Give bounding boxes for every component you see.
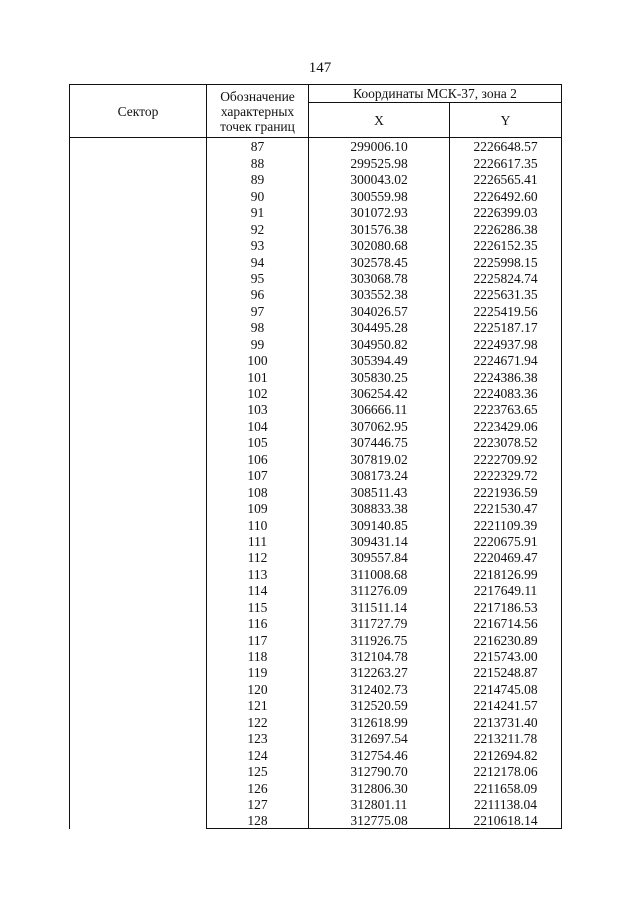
point-number-cell: 125 [207, 763, 309, 779]
x-coordinate-cell: 311008.68 [309, 565, 450, 581]
y-coordinate-cell: 2222709.92 [450, 450, 562, 466]
x-coordinate-cell: 312806.30 [309, 779, 450, 795]
y-coordinate-cell: 2221530.47 [450, 500, 562, 516]
x-coordinate-cell: 304495.28 [309, 319, 450, 335]
point-number-cell: 124 [207, 746, 309, 762]
y-coordinate-cell: 2222329.72 [450, 467, 562, 483]
point-number-cell: 87 [207, 138, 309, 155]
point-number-cell: 106 [207, 450, 309, 466]
x-coordinate-cell: 300559.98 [309, 187, 450, 203]
y-coordinate-cell: 2213211.78 [450, 730, 562, 746]
x-coordinate-cell: 308833.38 [309, 500, 450, 516]
header-point-designation: Обозначение характерных точек границ [207, 85, 309, 138]
point-number-cell: 109 [207, 500, 309, 516]
point-number-cell: 123 [207, 730, 309, 746]
header-sector: Сектор [70, 85, 207, 138]
y-coordinate-cell: 2224083.36 [450, 385, 562, 401]
point-number-cell: 105 [207, 434, 309, 450]
x-coordinate-cell: 302080.68 [309, 237, 450, 253]
x-coordinate-cell: 312754.46 [309, 746, 450, 762]
point-number-cell: 126 [207, 779, 309, 795]
x-coordinate-cell: 306666.11 [309, 401, 450, 417]
x-coordinate-cell: 309140.85 [309, 516, 450, 532]
point-number-cell: 116 [207, 615, 309, 631]
y-coordinate-cell: 2212694.82 [450, 746, 562, 762]
point-number-cell: 115 [207, 598, 309, 614]
y-coordinate-cell: 2226492.60 [450, 187, 562, 203]
x-coordinate-cell: 312618.99 [309, 713, 450, 729]
x-coordinate-cell: 306254.42 [309, 385, 450, 401]
y-coordinate-cell: 2223429.06 [450, 417, 562, 433]
header-y: Y [450, 103, 562, 138]
y-coordinate-cell: 2225631.35 [450, 286, 562, 302]
x-coordinate-cell: 309557.84 [309, 549, 450, 565]
y-coordinate-cell: 2225187.17 [450, 319, 562, 335]
y-coordinate-cell: 2217649.11 [450, 582, 562, 598]
point-number-cell: 119 [207, 664, 309, 680]
point-number-cell: 127 [207, 796, 309, 812]
point-number-cell: 100 [207, 352, 309, 368]
table-body [70, 138, 562, 829]
x-coordinate-cell: 305394.49 [309, 352, 450, 368]
x-coordinate-cell: 312263.27 [309, 664, 450, 680]
y-coordinate-cell: 2225998.15 [450, 253, 562, 269]
point-number-cell: 89 [207, 171, 309, 187]
point-number-cell: 96 [207, 286, 309, 302]
y-coordinate-cell: 2225419.56 [450, 302, 562, 318]
point-number-cell: 113 [207, 565, 309, 581]
y-coordinate-cell: 2212178.06 [450, 763, 562, 779]
header-x: X [309, 103, 450, 138]
x-coordinate-cell: 312697.54 [309, 730, 450, 746]
coordinates-table [69, 84, 562, 829]
point-number-cell: 103 [207, 401, 309, 417]
y-coordinate-cell: 2218126.99 [450, 565, 562, 581]
y-coordinate-cell: 2210618.14 [450, 812, 562, 829]
point-number-cell: 93 [207, 237, 309, 253]
y-coordinate-cell: 2211658.09 [450, 779, 562, 795]
y-coordinate-cell: 2216230.89 [450, 631, 562, 647]
point-number-cell: 108 [207, 483, 309, 499]
x-coordinate-cell: 305830.25 [309, 368, 450, 384]
y-coordinate-cell: 2213731.40 [450, 713, 562, 729]
point-number-cell: 88 [207, 154, 309, 170]
x-coordinate-cell: 301576.38 [309, 220, 450, 236]
x-coordinate-cell: 303552.38 [309, 286, 450, 302]
point-number-cell: 97 [207, 302, 309, 318]
x-coordinate-cell: 309431.14 [309, 533, 450, 549]
header-coordinates: Координаты МСК-37, зона 2 [309, 85, 562, 103]
y-coordinate-cell: 2226152.35 [450, 237, 562, 253]
point-number-cell: 118 [207, 648, 309, 664]
y-coordinate-cell: 2214241.57 [450, 697, 562, 713]
x-coordinate-cell: 304950.82 [309, 335, 450, 351]
x-coordinate-cell: 312402.73 [309, 680, 450, 696]
point-number-cell: 117 [207, 631, 309, 647]
sector-cell [70, 138, 207, 829]
x-coordinate-cell: 312775.08 [309, 812, 450, 829]
x-coordinate-cell: 307446.75 [309, 434, 450, 450]
point-number-cell: 120 [207, 680, 309, 696]
point-number-cell: 102 [207, 385, 309, 401]
point-number-cell: 128 [207, 812, 309, 829]
point-number-cell: 111 [207, 533, 309, 549]
x-coordinate-cell: 311511.14 [309, 598, 450, 614]
x-coordinate-cell: 312104.78 [309, 648, 450, 664]
y-coordinate-cell: 2216714.56 [450, 615, 562, 631]
point-number-cell: 121 [207, 697, 309, 713]
y-coordinate-cell: 2223078.52 [450, 434, 562, 450]
x-coordinate-cell: 311926.75 [309, 631, 450, 647]
y-coordinate-cell: 2226399.03 [450, 204, 562, 220]
x-coordinate-cell: 312801.11 [309, 796, 450, 812]
point-number-cell: 99 [207, 335, 309, 351]
point-number-cell: 122 [207, 713, 309, 729]
y-coordinate-cell: 2217186.53 [450, 598, 562, 614]
point-number-cell: 94 [207, 253, 309, 269]
y-coordinate-cell: 2226286.38 [450, 220, 562, 236]
point-number-cell: 95 [207, 270, 309, 286]
x-coordinate-cell: 299006.10 [309, 138, 450, 155]
y-coordinate-cell: 2226565.41 [450, 171, 562, 187]
y-coordinate-cell: 2220469.47 [450, 549, 562, 565]
y-coordinate-cell: 2226617.35 [450, 154, 562, 170]
y-coordinate-cell: 2224386.38 [450, 368, 562, 384]
y-coordinate-cell: 2214745.08 [450, 680, 562, 696]
point-number-cell: 104 [207, 417, 309, 433]
y-coordinate-cell: 2215743.00 [450, 648, 562, 664]
y-coordinate-cell: 2224671.94 [450, 352, 562, 368]
x-coordinate-cell: 299525.98 [309, 154, 450, 170]
x-coordinate-cell: 301072.93 [309, 204, 450, 220]
x-coordinate-cell: 308173.24 [309, 467, 450, 483]
point-number-cell: 110 [207, 516, 309, 532]
x-coordinate-cell: 304026.57 [309, 302, 450, 318]
x-coordinate-cell: 302578.45 [309, 253, 450, 269]
page-number: 147 [308, 60, 332, 76]
point-number-cell: 98 [207, 319, 309, 335]
point-number-cell: 112 [207, 549, 309, 565]
y-coordinate-cell: 2224937.98 [450, 335, 562, 351]
point-number-cell: 91 [207, 204, 309, 220]
y-coordinate-cell: 2215248.87 [450, 664, 562, 680]
x-coordinate-cell: 307062.95 [309, 417, 450, 433]
x-coordinate-cell: 312790.70 [309, 763, 450, 779]
y-coordinate-cell: 2223763.65 [450, 401, 562, 417]
point-number-cell: 114 [207, 582, 309, 598]
point-number-cell: 107 [207, 467, 309, 483]
x-coordinate-cell: 311276.09 [309, 582, 450, 598]
point-number-cell: 90 [207, 187, 309, 203]
x-coordinate-cell: 312520.59 [309, 697, 450, 713]
x-coordinate-cell: 303068.78 [309, 270, 450, 286]
y-coordinate-cell: 2211138.04 [450, 796, 562, 812]
x-coordinate-cell: 307819.02 [309, 450, 450, 466]
x-coordinate-cell: 308511.43 [309, 483, 450, 499]
y-coordinate-cell: 2221936.59 [450, 483, 562, 499]
x-coordinate-cell: 311727.79 [309, 615, 450, 631]
x-coordinate-cell: 300043.02 [309, 171, 450, 187]
point-number-cell: 101 [207, 368, 309, 384]
y-coordinate-cell: 2221109.39 [450, 516, 562, 532]
y-coordinate-cell: 2225824.74 [450, 270, 562, 286]
y-coordinate-cell: 2220675.91 [450, 533, 562, 549]
y-coordinate-cell: 2226648.57 [450, 138, 562, 155]
table-row [70, 138, 562, 155]
point-number-cell: 92 [207, 220, 309, 236]
